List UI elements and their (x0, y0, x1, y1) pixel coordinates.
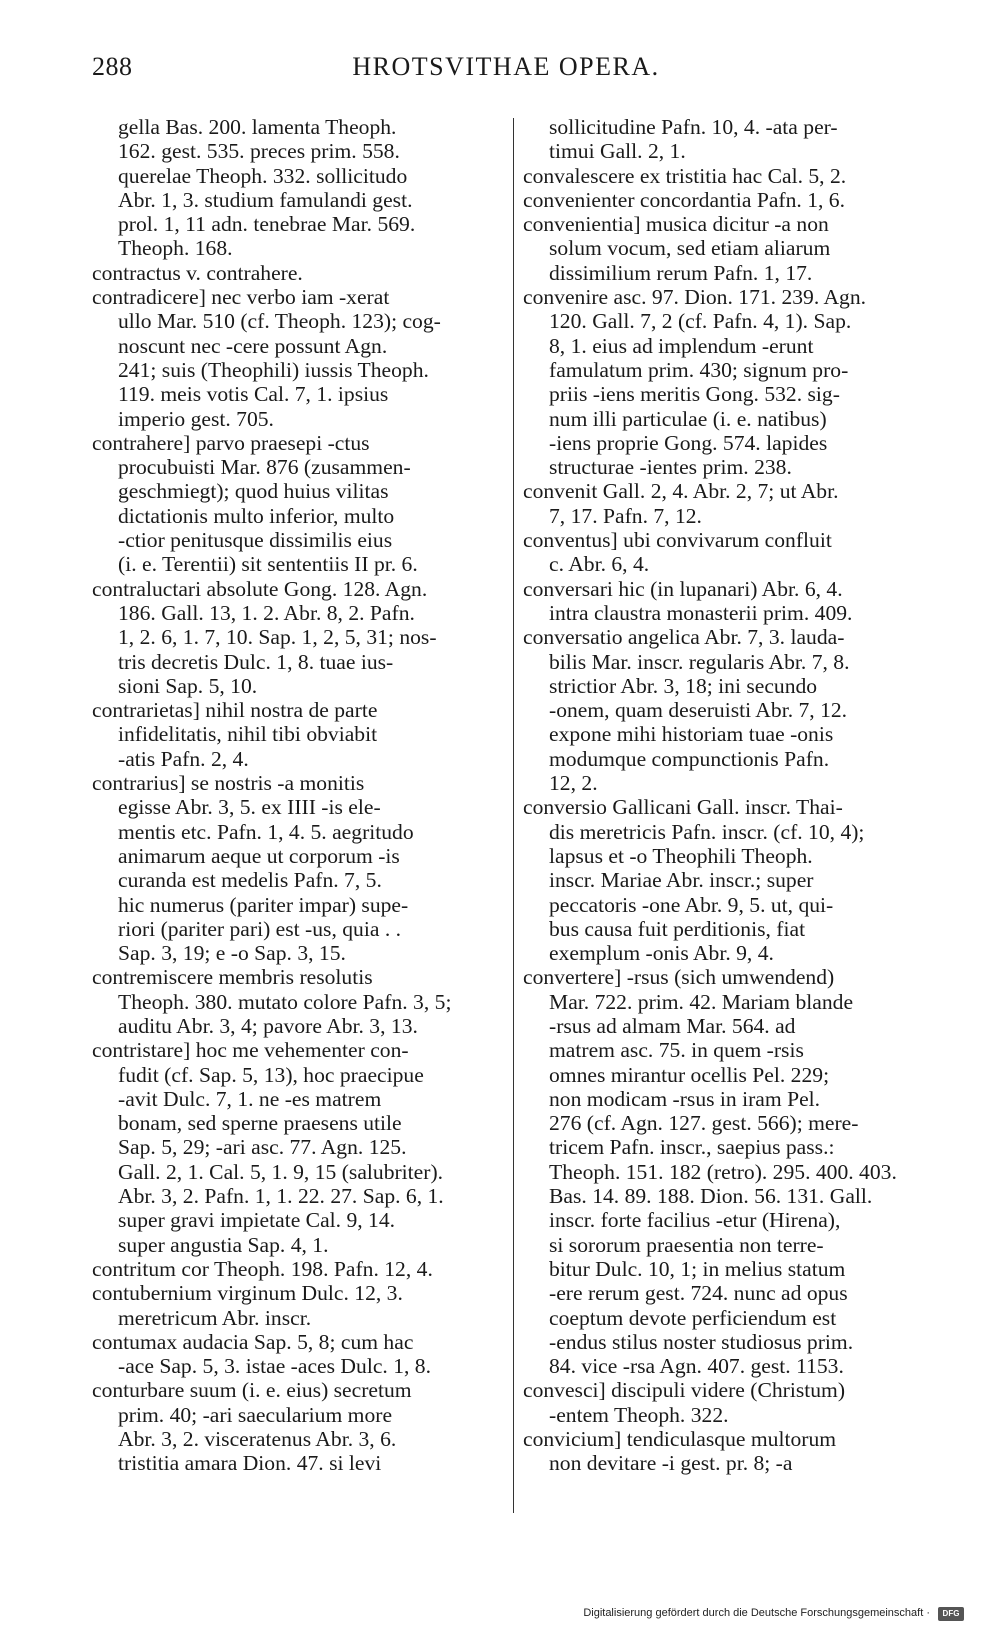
text-line: prol. 1, 11 adn. tenebrae Mar. 569. (118, 212, 416, 237)
text-line: convenire asc. 97. Dion. 171. 239. Agn. (523, 285, 867, 310)
text-line: conversatio angelica Abr. 7, 3. lauda- (523, 625, 845, 650)
text-line: -ctior penitusque dissimilis eius (118, 528, 393, 553)
text-line: Bas. 14. 89. 188. Dion. 56. 131. Gall. (549, 1184, 873, 1209)
text-line: dissimilium rerum Pafn. 1, 17. (549, 260, 813, 285)
text-line: -ere rerum gest. 724. nunc ad opus (549, 1281, 848, 1306)
text-line: imperio gest. 705. (118, 406, 274, 431)
left-column (92, 115, 500, 1476)
text-line: conversari hic (in lupanari) Abr. 6, 4. (523, 576, 843, 601)
text-line: convalescere ex tristitia hac Cal. 5, 2. (523, 163, 847, 188)
text-line: peccatoris -one Abr. 9, 5. ut, qui- (549, 892, 834, 917)
text-line: (i. e. Terentii) sit sententiis II pr. 6. (118, 552, 418, 577)
text-line: contrarietas] nihil nostra de parte (92, 698, 378, 723)
text-line: inscr. forte facilius -etur (Hirena), (549, 1208, 841, 1233)
text-line: famulatum prim. 430; signum pro- (549, 357, 849, 382)
right-column (523, 115, 931, 1476)
text-line: num illi particulae (i. e. natibus) (549, 406, 827, 431)
text-line: non devitare -i gest. pr. 8; -a (549, 1451, 793, 1476)
running-title: HROTSVITHAE OPERA. (352, 52, 660, 81)
text-line: non modicam -rsus in iram Pel. (549, 1086, 821, 1111)
text-line: contrahere] parvo praesepi -ctus (92, 430, 370, 455)
text-line: ullo Mar. 510 (cf. Theoph. 123); cog- (118, 309, 441, 334)
text-line: super gravi impietate Cal. 9, 14. (118, 1208, 396, 1233)
text-line: 1, 2. 6, 1. 7, 10. Sap. 1, 2, 5, 31; nos- (118, 625, 437, 650)
text-line: egisse Abr. 3, 5. ex IIII -is ele- (118, 795, 381, 820)
text-line: conversio Gallicani Gall. inscr. Thai- (523, 795, 843, 820)
text-line: -ace Sap. 5, 3. istae -aces Dulc. 1, 8. (118, 1354, 431, 1379)
text-line: lapsus et -o Theophili Theoph. (549, 843, 813, 868)
text-line: tristitia amara Dion. 47. si levi (118, 1451, 382, 1476)
text-line: strictior Abr. 3, 18; ini secundo (549, 673, 818, 698)
digitization-credit: Digitalisierung gefördert durch die Deutsche Forschungsgemeinschaft · (583, 1607, 930, 1619)
text-line: conventus] ubi convivarum confluit (523, 528, 832, 553)
text-line: 120. Gall. 7, 2 (cf. Pafn. 4, 1). Sap. (549, 309, 852, 334)
text-line: bus causa fuit perditionis, fiat (549, 916, 806, 941)
text-line: solum vocum, sed etiam aliarum (549, 236, 831, 261)
text-line: -rsus ad almam Mar. 564. ad (549, 1013, 796, 1038)
text-line: mentis etc. Pafn. 1, 4. 5. aegritudo (118, 819, 414, 844)
text-line: inscr. Mariae Abr. inscr.; super (549, 868, 814, 893)
text-line: 276 (cf. Agn. 127. gest. 566); mere- (549, 1111, 859, 1136)
text-line: Sap. 5, 29; -ari asc. 77. Agn. 125. (118, 1135, 407, 1160)
text-line: dictationis multo inferior, multo (118, 503, 395, 528)
text-line: convenienter concordantia Pafn. 1, 6. (523, 187, 845, 212)
text-line: tricem Pafn. inscr., saepius pass.: (549, 1135, 835, 1160)
text-line: convesci] discipuli videre (Christum) (523, 1378, 846, 1403)
text-line: Theoph. 151. 182 (retro). 295. 400. 403. (549, 1159, 897, 1184)
text-line: exemplum -onis Abr. 9, 4. (549, 941, 774, 966)
text-line: -iens proprie Gong. 574. lapides (549, 430, 828, 455)
page-header (92, 52, 920, 92)
text-line: contraluctari absolute Gong. 128. Agn. (92, 576, 428, 601)
text-line: animarum aeque ut corporum -is (118, 843, 400, 868)
text-line: -avit Dulc. 7, 1. ne -es matrem (118, 1086, 382, 1111)
text-line: contremiscere membris resolutis (92, 965, 373, 990)
text-line: priis -iens meritis Gong. 532. sig- (549, 382, 840, 407)
text-line: Theoph. 380. mutato colore Pafn. 3, 5; (118, 989, 452, 1014)
text-line: contubernium virginum Dulc. 12, 3. (92, 1281, 403, 1306)
text-line: procubuisti Mar. 876 (zusammen- (118, 455, 411, 480)
text-line: querelae Theoph. 332. sollicitudo (118, 163, 408, 188)
text-line: gella Bas. 200. lamenta Theoph. (118, 115, 397, 139)
text-line: super angustia Sap. 4, 1. (118, 1232, 329, 1257)
text-line: convenientia] musica dicitur -a non (523, 212, 829, 237)
text-line: conturbare suum (i. e. eius) secretum (92, 1378, 412, 1403)
dfg-logo-text: DFG (942, 1609, 960, 1618)
text-line: timui Gall. 2, 1. (549, 139, 686, 164)
text-line: sollicitudine Pafn. 10, 4. -ata per- (549, 115, 838, 139)
text-line: coeptum devote perficiendum est (549, 1305, 837, 1330)
text-line: -entem Theoph. 322. (549, 1402, 729, 1427)
text-line: bonam, sed sperne praesens utile (118, 1111, 402, 1136)
text-line: expone mihi historiam tuae -onis (549, 722, 834, 747)
text-line: 84. vice -rsa Agn. 407. gest. 1153. (549, 1354, 844, 1379)
text-line: fudit (cf. Sap. 5, 13), hoc praecipue (118, 1062, 424, 1087)
text-line: Abr. 1, 3. studium famulandi gest. (118, 187, 413, 212)
text-line: Abr. 3, 2. Pafn. 1, 1. 22. 27. Sap. 6, 1. (118, 1184, 444, 1209)
text-line: 12, 2. (549, 771, 598, 796)
text-line: 241; suis (Theophili) iussis Theoph. (118, 357, 429, 382)
text-line: matrem asc. 75. in quem -rsis (549, 1038, 804, 1063)
text-line: infidelitatis, nihil tibi obviabit (118, 722, 378, 747)
text-line: -atis Pafn. 2, 4. (118, 746, 249, 771)
text-line: contristare] hoc me vehementer con- (92, 1038, 409, 1063)
text-line: omnes mirantur ocellis Pel. 229; (549, 1062, 830, 1087)
text-line: convenit Gall. 2, 4. Abr. 2, 7; ut Abr. (523, 479, 839, 504)
text-line: curanda est medelis Pafn. 7, 5. (118, 868, 382, 893)
text-line: prim. 40; -ari saecularium more (118, 1402, 393, 1427)
text-line: convertere] -rsus (sich umwendend) (523, 965, 835, 990)
text-line: noscunt nec -cere possunt Agn. (118, 333, 388, 358)
text-line: intra claustra monasterii prim. 409. (549, 600, 853, 625)
dfg-logo (938, 1607, 964, 1621)
text-line: contritum cor Theoph. 198. Pafn. 12, 4. (92, 1256, 433, 1281)
text-line: 162. gest. 535. preces prim. 558. (118, 139, 400, 164)
text-line: hic numerus (pariter impar) supe- (118, 892, 409, 917)
text-line: -endus stilus noster studiosus prim. (549, 1329, 854, 1354)
text-line: bilis Mar. inscr. regularis Abr. 7, 8. (549, 649, 850, 674)
text-line: Mar. 722. prim. 42. Mariam blande (549, 989, 854, 1014)
text-line: convicium] tendiculasque multorum (523, 1427, 837, 1452)
text-line: tris decretis Dulc. 1, 8. tuae ius- (118, 649, 394, 674)
text-line: contrarius] se nostris -a monitis (92, 771, 365, 796)
text-line: Abr. 3, 2. visceratenus Abr. 3, 6. (118, 1427, 397, 1452)
text-line: -onem, quam deseruisti Abr. 7, 12. (549, 698, 848, 723)
text-line: c. Abr. 6, 4. (549, 552, 650, 577)
text-line: sioni Sap. 5, 10. (118, 673, 258, 698)
text-line: bitur Dulc. 10, 1; in melius statum (549, 1256, 846, 1281)
text-line: 7, 17. Pafn. 7, 12. (549, 503, 702, 528)
text-line: si sororum praesentia non terre- (549, 1232, 824, 1257)
text-line: 8, 1. eius ad implendum -erunt (549, 333, 814, 358)
text-line: contumax audacia Sap. 5, 8; cum hac (92, 1329, 414, 1354)
text-line: contractus v. contrahere. (92, 260, 303, 285)
text-line: 186. Gall. 13, 1. 2. Abr. 8, 2. Pafn. (118, 600, 415, 625)
text-line: auditu Abr. 3, 4; pavore Abr. 3, 13. (118, 1013, 418, 1038)
text-line: Gall. 2, 1. Cal. 5, 1. 9, 15 (salubriter). (118, 1159, 444, 1184)
text-line: dis meretricis Pafn. inscr. (cf. 10, 4); (549, 819, 865, 844)
text-line: meretricum Abr. inscr. (118, 1305, 312, 1330)
text-line: Theoph. 168. (118, 236, 233, 261)
text-line: 119. meis votis Cal. 7, 1. ipsius (118, 382, 389, 407)
text-line: geschmiegt); quod huius vilitas (118, 479, 389, 504)
text-line: modumque compunctionis Pafn. (549, 746, 830, 771)
page-number: 288 (92, 52, 133, 81)
column-divider (513, 118, 514, 1513)
text-line: structurae -ientes prim. 238. (549, 455, 792, 480)
text-line: riori (pariter pari) est -us, quia . . (118, 916, 402, 941)
text-line: Sap. 3, 19; e -o Sap. 3, 15. (118, 941, 346, 966)
text-line: contradicere] nec verbo iam -xerat (92, 285, 390, 310)
